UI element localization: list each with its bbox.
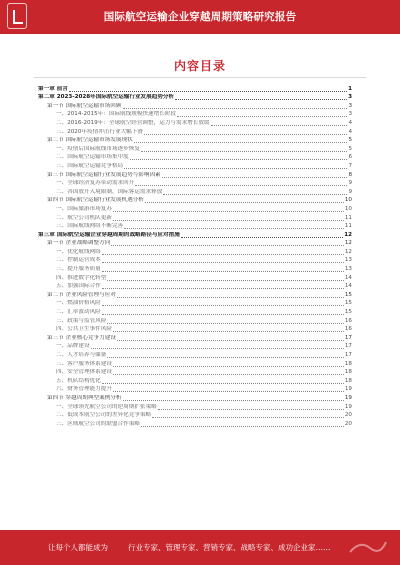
toc-dot-leader: [113, 391, 344, 392]
toc-entry-page: 1: [348, 85, 352, 92]
toc-dot-leader: [163, 194, 347, 195]
toc-entry-title: 第二章 2023-2028年国际航空运输行业发展趋势分析: [38, 94, 175, 101]
toc-entry-page: 7: [348, 162, 352, 169]
toc-entry-page: 3: [348, 111, 352, 118]
toc-entry[interactable]: [38, 359, 352, 368]
toc-dot-leader: [107, 280, 344, 281]
toc-entry[interactable]: [38, 333, 352, 342]
toc-entry-title: 一、全球经济复苏带动需求回升: [56, 180, 135, 187]
toc-entry[interactable]: [38, 170, 352, 179]
toc-dot-leader: [117, 297, 344, 298]
toc-entry-title: 第四节 国际航空运输行业发展机遇分析: [47, 197, 144, 204]
toc-entry-page: 20: [344, 412, 352, 419]
toc-entry-page: 10: [344, 205, 352, 212]
toc-entry[interactable]: [38, 136, 352, 145]
toc-entry-title: 二、人才培养与储备: [56, 352, 107, 358]
toc-entry-title: 三、客户服务体系建设: [56, 360, 112, 367]
toc-dot-leader: [124, 228, 344, 229]
header-title: 国际航空运输企业穿越周期策略研究报告: [103, 11, 297, 23]
footer-slogan-left: 让每个人都能成为: [48, 543, 108, 552]
toc-dot-leader: [177, 116, 347, 117]
toc-entry[interactable]: [38, 368, 352, 377]
toc-entry-page: 15: [344, 300, 352, 307]
toc-dot-leader: [181, 237, 343, 238]
toc-title: 内容目录: [173, 59, 226, 73]
toc-entry-title: 三、提升服务质量: [56, 266, 101, 273]
toc-dot-leader: [162, 177, 348, 178]
toc-entry[interactable]: [38, 393, 352, 402]
toc-entry[interactable]: [38, 187, 352, 196]
toc-entry-title: 五、机队结构优化: [56, 377, 101, 384]
toc-dot-leader: [107, 323, 344, 324]
toc-entry-page: 18: [344, 369, 352, 376]
toc-entry[interactable]: [38, 307, 352, 316]
toc-dot-leader: [123, 400, 344, 401]
toc-entry-page: 12: [344, 231, 352, 238]
toc-entry-page: 13: [344, 266, 352, 273]
toc-entry-title: 第三节 企业核心竞争力建设: [47, 334, 116, 341]
toc-entry-page: 9: [348, 180, 352, 187]
toc-entry[interactable]: [38, 222, 352, 231]
toc-entry[interactable]: [38, 118, 352, 127]
toc-entry[interactable]: [38, 101, 352, 110]
toc-dot-leader: [113, 211, 344, 212]
toc-dot-leader: [102, 305, 344, 306]
toc-entry-page: 9: [348, 188, 352, 195]
toc-entry-page: 4: [348, 119, 352, 126]
toc-entry-title: 四、公共卫生事件风险: [56, 326, 112, 333]
toc-entry-page: 19: [344, 394, 352, 401]
toc-entry[interactable]: [38, 376, 352, 385]
toc-entry-title: 三、区域航空公司的联盟合作策略: [56, 420, 140, 427]
toc-entry-page: 17: [344, 343, 352, 350]
toc-entry[interactable]: [38, 230, 352, 239]
toc-dot-leader: [102, 314, 344, 315]
toc-entry-page: 16: [344, 317, 352, 324]
toc-entry-title: 三、国际航空运输竞争格局: [56, 162, 124, 169]
toc-entry[interactable]: [38, 204, 352, 213]
toc-entry-title: 二、国际航空运输市场集中度: [56, 154, 129, 161]
toc-entry[interactable]: [38, 213, 352, 222]
toc-entry[interactable]: [38, 299, 352, 308]
toc-dot-leader: [102, 288, 344, 289]
toc-entry[interactable]: [38, 256, 352, 265]
toc-dot-leader: [134, 142, 348, 143]
toc-entry-page: 14: [344, 283, 352, 290]
toc-entry[interactable]: [38, 264, 352, 273]
toc-entry-title: 二、各国放开入境限制，国际客运需求释放: [56, 188, 163, 195]
toc-entry-title: 第三节 国际航空运输行业发展趋势与影响因素: [47, 171, 161, 178]
toc-entry-page: 16: [344, 326, 352, 333]
toc-dot-leader: [113, 366, 344, 367]
toc-entry-title: 二、航空公司机队更新: [56, 214, 112, 221]
toc-entry-title: 三、政策与监管风险: [56, 317, 107, 324]
title-divider: [34, 77, 366, 78]
toc-entry[interactable]: [38, 385, 352, 394]
toc-entry[interactable]: [38, 127, 352, 136]
toc-entry-title: 二、控制运营成本: [56, 257, 101, 264]
toc-entry-page: 18: [344, 377, 352, 384]
toc-entry-title: 五、加强国际合作: [56, 283, 101, 290]
toc-dot-leader: [113, 220, 344, 221]
toc-entry-title: 一、国际旅游市场复苏: [56, 205, 112, 212]
toc-entry-page: 12: [344, 248, 352, 255]
toc-entry[interactable]: [38, 273, 352, 282]
toc-entry-title: 一、疫情后国际航线市场逐步恢复: [56, 145, 140, 152]
toc-entry[interactable]: [38, 239, 352, 248]
toc-entry[interactable]: [38, 153, 352, 162]
toc-dot-leader: [113, 331, 344, 332]
toc-entry-title: 第三章 国际航空运输企业穿越周期的战略路径与应对措施: [38, 231, 180, 238]
toc-entry-title: 二、汇率波动风险: [56, 309, 101, 316]
toc-dot-leader: [113, 374, 344, 375]
toc-entry-page: 5: [348, 137, 352, 144]
toc-entry-title: 第一节 国际航空运输市场回顾: [47, 102, 122, 109]
toc-entry-page: 4: [348, 128, 352, 135]
toc-entry-title: 一、燃油价格风险: [56, 300, 101, 307]
toc-entry[interactable]: [38, 402, 352, 411]
toc-entry-title: 六、财务管理能力提升: [56, 386, 112, 393]
toc-entry-title: 一、全球领先航空公司的逆周期扩张策略: [56, 403, 157, 410]
toc-dot-leader: [141, 426, 344, 427]
toc-dot-leader: [158, 409, 344, 410]
toc-dot-leader: [211, 125, 348, 126]
toc-dot-leader: [111, 245, 344, 246]
toc-entry[interactable]: [38, 316, 352, 325]
toc-entry-page: 10: [344, 197, 352, 204]
toc-entry-title: 第一章 前言: [38, 85, 68, 92]
toc-entry-page: 19: [344, 403, 352, 410]
toc-entry[interactable]: [38, 282, 352, 291]
toc-dot-leader: [135, 185, 347, 186]
toc-entry[interactable]: [38, 419, 352, 428]
toc-dot-leader: [141, 151, 348, 152]
toc-entry[interactable]: [38, 342, 352, 351]
toc-entry-page: 20: [344, 420, 352, 427]
toc-entry-page: 18: [344, 360, 352, 367]
footer-slogan-right: 行业专家、管理专家、营销专家、战略专家、成功企业家……: [128, 543, 331, 552]
toc-entry-page: 3: [348, 94, 352, 101]
toc-entry-title: 一、优化航线网络: [56, 248, 101, 255]
toc-entry-title: 第四节 穿越周期典型案例分析: [47, 394, 122, 401]
toc-entry-title: 二、低成本航空公司的差异化竞争策略: [56, 412, 152, 419]
toc-entry-page: 11: [344, 223, 352, 230]
toc-entry-page: 5: [348, 145, 352, 152]
toc-entry-title: 四、安全管理体系建设: [56, 369, 112, 376]
toc-dot-leader: [91, 348, 344, 349]
toc-entry-title: 第一节 企业战略调整方向: [47, 240, 111, 247]
toc-entry-page: 17: [344, 352, 352, 358]
footer-decoration-icon: [348, 538, 388, 556]
toc-entry-title: 第二节 国际航空运输市场发展现状: [47, 137, 133, 144]
toc-dot-leader: [102, 262, 344, 263]
toc-entry-page: 6: [348, 154, 352, 161]
toc-dot-leader: [144, 134, 347, 135]
toc-entry[interactable]: [38, 290, 352, 299]
toc-entry[interactable]: [38, 196, 352, 205]
toc-entry[interactable]: [38, 93, 352, 102]
toc-entry-title: 三、国际航线网络不断完善: [56, 223, 124, 230]
toc-entry-page: 13: [344, 257, 352, 264]
toc-entry-page: 15: [344, 291, 352, 298]
toc-dot-leader: [102, 271, 344, 272]
toc-entry-page: 17: [344, 334, 352, 341]
toc-entry-page: 8: [348, 171, 352, 178]
toc-entry[interactable]: [38, 350, 352, 359]
toc-entry-page: 11: [344, 214, 352, 221]
toc-entry-page: 3: [348, 102, 352, 109]
toc-entry-page: 15: [344, 309, 352, 316]
toc-dot-leader: [117, 340, 344, 341]
toc-entry[interactable]: [38, 411, 352, 420]
table-of-contents: [38, 84, 352, 428]
toc-entry-title: 一、品牌建设: [56, 343, 90, 350]
toc-dot-leader: [69, 91, 347, 92]
footer-bar: [0, 530, 400, 565]
header-bar: [0, 0, 400, 34]
toc-entry-title: 二、2016-2019年：全球航空经营调整，运力与需求增长放缓: [56, 119, 210, 126]
toc-entry[interactable]: [38, 161, 352, 170]
toc-dot-leader: [145, 202, 344, 203]
toc-dot-leader: [130, 159, 348, 160]
toc-entry-title: 三、2020年疫情冲击行业大幅下滑: [56, 128, 143, 135]
toc-entry-page: 19: [344, 386, 352, 393]
toc-dot-leader: [102, 254, 344, 255]
toc-entry[interactable]: [38, 179, 352, 188]
toc-entry[interactable]: [38, 325, 352, 334]
toc-dot-leader: [152, 417, 344, 418]
toc-entry-title: 一、2014-2015年：国际航线规模快速增长阶段: [56, 111, 176, 118]
toc-dot-leader: [102, 383, 344, 384]
toc-entry-page: 14: [344, 274, 352, 281]
toc-dot-leader: [175, 99, 347, 100]
toc-entry[interactable]: [38, 84, 352, 93]
toc-dot-leader: [107, 357, 344, 358]
toc-dot-leader: [124, 168, 347, 169]
toc-entry-title: 四、推进数字化转型: [56, 274, 107, 281]
toc-entry-title: 第二节 企业风险管理与应对: [47, 291, 116, 298]
toc-dot-leader: [123, 108, 348, 109]
toc-entry[interactable]: [38, 144, 352, 153]
toc-entry-page: 12: [344, 240, 352, 247]
toc-entry[interactable]: [38, 247, 352, 256]
toc-entry[interactable]: [38, 110, 352, 119]
